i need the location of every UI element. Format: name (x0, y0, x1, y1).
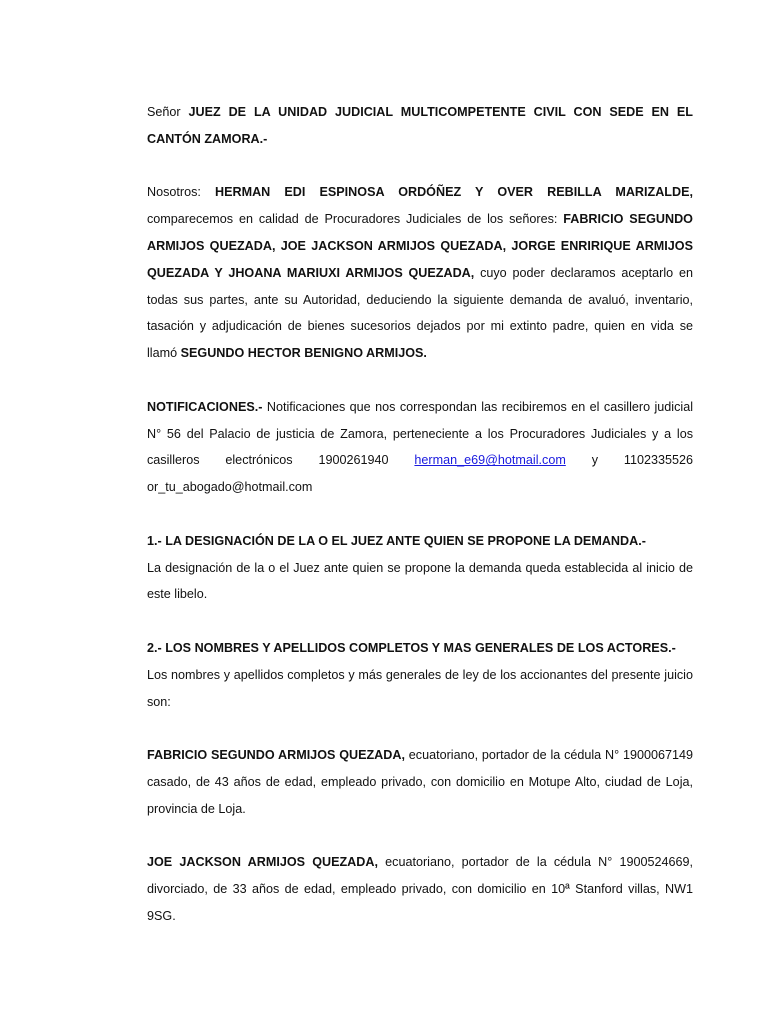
actor-paragraph-1 (147, 742, 693, 822)
notifications-text-after: y 1102335526 or_tu_abogado@hotmail.com (147, 453, 694, 495)
actor-name: FABRICIO SEGUNDO ARMIJOS QUEZADA, (147, 748, 405, 763)
addressee-paragraph (147, 99, 693, 153)
email-link[interactable]: herman_e69@hotmail.com (414, 453, 566, 468)
deceased-name: SEGUNDO HECTOR BENIGNO ARMIJOS. (180, 346, 427, 361)
section-2-heading: 2.- LOS NOMBRES Y APELLIDOS COMPLETOS Y MAS GENERALES DE LOS ACTORES.- (147, 640, 676, 655)
salutation: Señor (147, 105, 189, 119)
document-page (147, 99, 693, 930)
nosotros-label: Nosotros: (147, 185, 215, 200)
section-1-heading: 1.- LA DESIGNACIÓN DE LA O EL JUEZ ANTE QUIEN SE PROPONE LA DEMANDA.- (147, 533, 646, 548)
section-2-body: Los nombres y apellidos completos y más generales de ley de los accionantes del presente juicio son: (147, 667, 693, 709)
section-1-body: La designación de la o el Juez ante quien se propone la demanda queda establecida al inicio de este libelo. (147, 560, 693, 602)
appearance-paragraph (147, 179, 693, 367)
actor-details: ecuatoriano, portador de la cédula N° 1900524669, divorciado, de 33 años de edad, empleado privado, con domicilio en 10ª Stanford villas, NW1 9SG. (147, 855, 693, 923)
demand-text: cuyo poder declaramos aceptarlo en todas sus partes, ante su Autoridad, deduciendo la siguiente demanda de avaluó, inventario, tasación y adjudicación de bienes sucesorios dejados por mi extinto padre, quien en vida se llamó (147, 265, 693, 361)
client-names: FABRICIO SEGUNDO ARMIJOS QUEZADA, JOE JACKSON ARMIJOS QUEZADA, JORGE ENRIRIQUE ARMIJOS QUEZADA Y JHOANA MARIUXI ARMIJOS QUEZADA, (147, 212, 693, 280)
notifications-heading: NOTIFICACIONES.- (147, 399, 263, 414)
actor-details: ecuatoriano, portador de la cédula N° 1900067149 casado, de 43 años de edad, empleado privado, con domicilio en Motupe Alto, ciudad de Loja, provincia de Loja. (147, 748, 693, 816)
attorney-names: HERMAN EDI ESPINOSA ORDÓÑEZ Y OVER REBILLA MARIZALDE, (215, 185, 693, 200)
actor-paragraph-2 (147, 849, 693, 929)
notifications-text: Notificaciones que nos correspondan las recibiremos en el casillero judicial N° 56 del Palacio de justicia de Zamora, perteneciente a los Procuradores Judiciales y a los casilleros electrónicos 1900261940 (147, 399, 693, 468)
appearance-text: comparecemos en calidad de Procuradores Judiciales de los señores: (147, 212, 564, 227)
actor-name: JOE JACKSON ARMIJOS QUEZADA, (147, 855, 378, 870)
addressee-judge: JUEZ DE LA UNIDAD JUDICIAL MULTICOMPETENTE CIVIL CON SEDE EN EL CANTÓN ZAMORA.- (147, 105, 694, 146)
notifications-paragraph (147, 394, 693, 501)
